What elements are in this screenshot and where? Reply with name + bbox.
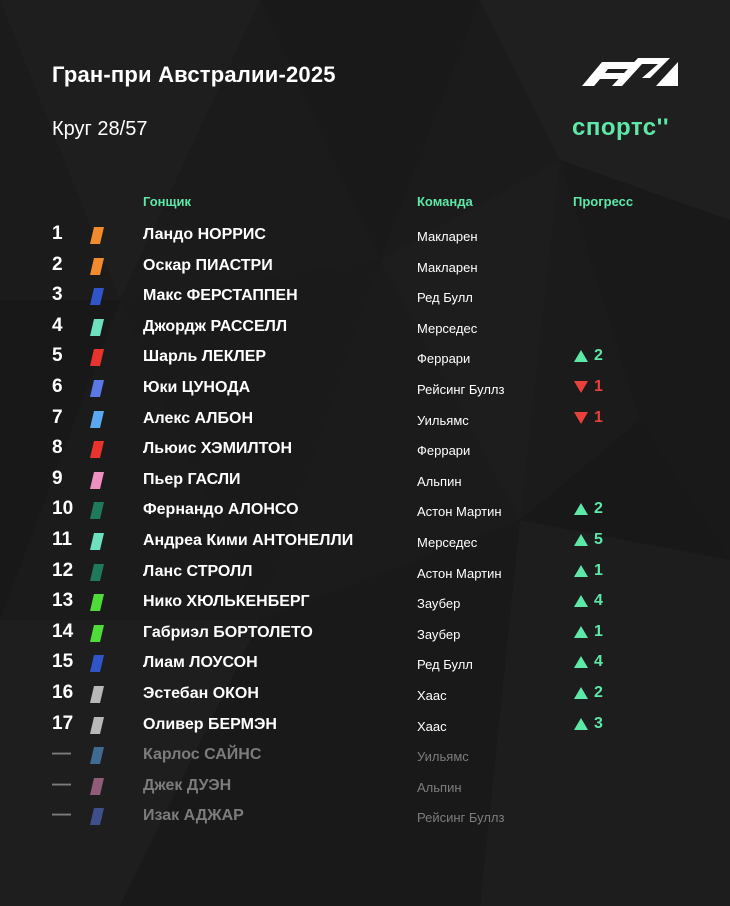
team-name: Альпин (417, 473, 462, 489)
position: 9 (52, 467, 63, 489)
team-color-swatch (90, 227, 104, 244)
table-row (0, 557, 730, 588)
team-color-swatch (90, 380, 104, 397)
progress-value: 1 (594, 408, 603, 426)
table-row (0, 495, 730, 526)
table-row (0, 740, 730, 771)
arrow-up-icon (574, 687, 588, 699)
driver-name: Фернандо АЛОНСО (143, 501, 299, 519)
position: 3 (52, 284, 63, 306)
driver-name: Габриэл БОРТОЛЕТО (143, 623, 313, 641)
column-header-driver: Гонщик (143, 194, 191, 209)
progress-indicator (574, 531, 603, 551)
team-name: Хаас (417, 687, 447, 703)
progress-indicator (574, 653, 603, 673)
column-header-team: Команда (417, 194, 473, 209)
position: 14 (52, 620, 74, 642)
driver-name: Оскар ПИАСТРИ (143, 256, 273, 274)
team-name: Хаас (417, 718, 447, 734)
table-row (0, 312, 730, 343)
team-color-swatch (90, 808, 104, 825)
progress-indicator (574, 347, 603, 367)
team-color-swatch (90, 502, 104, 519)
driver-name: Ландо НОРРИС (143, 226, 266, 243)
position: 13 (52, 590, 74, 612)
driver-name: Лиам ЛОУСОН (143, 654, 258, 672)
team-name: Мерседес (417, 534, 478, 550)
progress-indicator (574, 592, 603, 612)
position: 1 (52, 223, 63, 244)
progress-indicator (574, 409, 603, 429)
team-color-swatch (90, 686, 104, 703)
position: 10 (52, 498, 74, 520)
driver-name: Андреа Кими АНТОНЕЛЛИ (143, 531, 354, 549)
team-color-swatch (90, 441, 104, 458)
driver-name: Джордж РАССЕЛЛ (143, 317, 288, 335)
team-name: Рейсинг Буллз (417, 381, 505, 397)
table-row (0, 434, 730, 465)
team-color-swatch (90, 594, 104, 611)
team-color-swatch (90, 778, 104, 795)
team-name: Мерседес (417, 320, 478, 336)
driver-name: Эстебан ОКОН (143, 684, 259, 702)
team-color-swatch (90, 258, 104, 275)
position: 4 (52, 314, 63, 336)
team-color-swatch (90, 717, 104, 734)
table-row (0, 801, 730, 832)
driver-name: Алекс АЛБОН (143, 409, 254, 427)
arrow-up-icon (574, 350, 588, 362)
arrow-up-icon (574, 534, 588, 546)
team-color-swatch (90, 655, 104, 672)
team-color-swatch (90, 349, 104, 366)
position: — (52, 804, 71, 826)
column-header-progress: Прогресс (573, 194, 634, 209)
team-name: Заубер (417, 596, 461, 612)
arrow-down-icon (574, 381, 588, 393)
driver-name: Ланс СТРОЛЛ (143, 562, 253, 580)
table-row (0, 404, 730, 435)
team-name: Астон Мартин (417, 565, 502, 581)
driver-name: Юки ЦУНОДА (143, 378, 251, 396)
position: 6 (52, 375, 63, 397)
driver-name: Льюис ХЭМИЛТОН (143, 440, 292, 458)
position: 12 (52, 559, 74, 581)
driver-name: Макс ФЕРСТАППЕН (143, 287, 298, 305)
arrow-up-icon (574, 595, 588, 607)
driver-name: Пьер ГАСЛИ (143, 470, 241, 488)
driver-name: Шарль ЛЕКЛЕР (143, 348, 267, 366)
arrow-up-icon (574, 656, 588, 668)
table-row (0, 710, 730, 741)
position: 7 (52, 406, 63, 428)
progress-indicator (574, 623, 603, 643)
page-title: Гран-при Австралии-2025 (52, 62, 336, 87)
position: 15 (52, 651, 74, 673)
table-row (0, 251, 730, 282)
table-row (0, 373, 730, 404)
lap-counter: Круг 28/57 (52, 118, 148, 140)
arrow-up-icon (574, 626, 588, 638)
arrow-up-icon (574, 503, 588, 515)
driver-name: Изак АДЖАР (143, 807, 244, 825)
team-color-swatch (90, 533, 104, 550)
team-name: Феррари (417, 443, 471, 459)
position: 5 (52, 345, 63, 367)
table-row (0, 648, 730, 679)
team-color-swatch (90, 472, 104, 489)
table-row (0, 526, 730, 557)
progress-value: 4 (594, 592, 603, 610)
team-name: Макларен (417, 229, 478, 244)
position: 16 (52, 681, 74, 703)
table-row (0, 618, 730, 649)
team-color-swatch (90, 288, 104, 305)
team-name: Ред Булл (417, 657, 473, 673)
team-name: Рейсинг Буллз (417, 810, 505, 826)
arrow-down-icon (574, 412, 588, 424)
table-row (0, 679, 730, 710)
table-row (0, 771, 730, 802)
table-row (0, 342, 730, 373)
team-name: Уильямс (417, 749, 469, 765)
brand-logo: спортс'' (572, 114, 670, 141)
progress-value: 1 (594, 377, 603, 395)
progress-value: 5 (594, 530, 603, 548)
table-row (0, 281, 730, 312)
progress-indicator (574, 684, 603, 704)
position: 8 (52, 437, 63, 459)
position: — (52, 743, 71, 765)
driver-name: Оливер БЕРМЭН (143, 715, 277, 733)
progress-value: 1 (594, 622, 603, 640)
team-name: Макларен (417, 259, 478, 275)
position: 17 (52, 712, 74, 734)
table-row (0, 587, 730, 618)
table-row (0, 465, 730, 496)
team-name: Альпин (417, 779, 462, 795)
team-name: Ред Булл (417, 290, 473, 306)
team-color-swatch (90, 625, 104, 642)
team-name: Уильямс (417, 412, 469, 428)
f1-logo (572, 56, 680, 88)
progress-indicator (574, 715, 603, 735)
progress-value: 2 (594, 500, 603, 518)
team-color-swatch (90, 319, 104, 336)
team-name: Заубер (417, 626, 461, 642)
position: — (52, 773, 71, 795)
arrow-up-icon (574, 718, 588, 730)
arrow-up-icon (574, 565, 588, 577)
driver-name: Нико ХЮЛЬКЕНБЕРГ (143, 593, 310, 611)
team-name: Феррари (417, 351, 471, 367)
driver-name: Джек ДУЭН (143, 776, 232, 794)
team-color-swatch (90, 747, 104, 764)
position: 2 (52, 253, 63, 275)
progress-value: 4 (594, 653, 603, 671)
team-color-swatch (90, 564, 104, 581)
table-row (0, 220, 730, 251)
team-name: Астон Мартин (417, 504, 502, 520)
driver-name: Карлос САЙНС (143, 746, 262, 764)
progress-value: 2 (594, 347, 603, 365)
standings-table (0, 220, 730, 832)
progress-indicator (574, 500, 603, 520)
position: 11 (52, 528, 73, 550)
progress-indicator (574, 562, 603, 582)
progress-value: 3 (594, 714, 603, 732)
progress-indicator (574, 378, 603, 398)
progress-value: 1 (594, 561, 603, 579)
team-color-swatch (90, 411, 104, 428)
progress-value: 2 (594, 683, 603, 701)
